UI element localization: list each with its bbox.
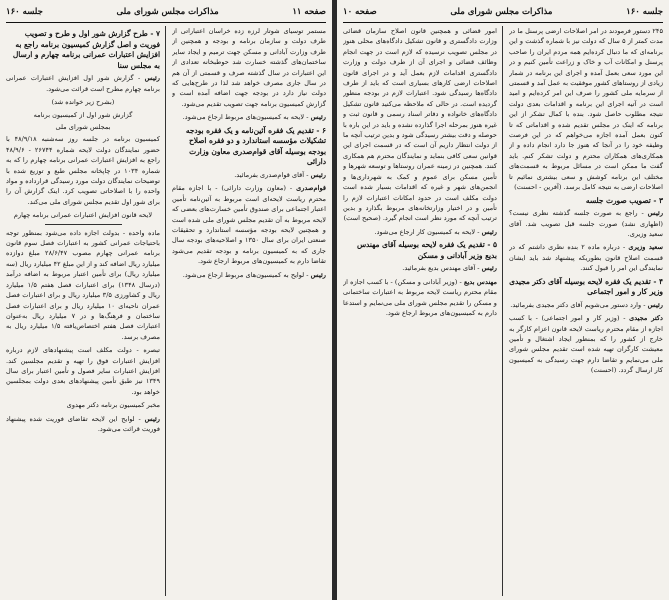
speech-text: لایحه به کمیسیون کار ارجاع می‌شود. (374, 227, 476, 236)
right-page (337, 0, 669, 600)
speech-text: وارد دستور می‌شویم آقای دکتر مجیدی بفرمائید. (510, 300, 642, 309)
speech-text: (وزیر آبادانی و مسکن) - با کسب اجازه از مقام محترم ریاست لایحه مربوط به اعتبارات ساختمانی و مسکن را تقدیم مجلس شورای ملی می‌نمایم و استدعا دارم به کمیسیون‌های مربوط ارجاع شود. (343, 277, 497, 317)
speaker-paragraph (509, 300, 663, 310)
speaker-name: رئیس (647, 300, 663, 309)
body-paragraph: تبصره - دولت مکلف است پیشنهادهای لازم درباره افزایش اعتبارات فوق را تهیه و تقدیم مجلسین کند. افزایش اعتبارات سایر فصول و تأمین اعتبار برای سال ۱۳۴۹ نیز طبق تأمین پیشنهادهای بعدی دولت بمجلسین خواهد بود. (6, 346, 160, 396)
speaker-paragraph (509, 313, 663, 375)
speaker-paragraph (509, 208, 663, 239)
speaker-separator: - (637, 209, 648, 218)
body-paragraph: ۲۴۵ دستور فرمودند در امر اصلاحات ارضی پرسنل ما در مدت کمتر از ۵ سال که دولت نیز با شماره گذشت و این برنامه‌ای که ما دنبال کرده‌ایم همه مردم ایران را صاحب پرسنل و امکانات آب و خاک و زراعت تأمین کنیم و در این مورد سعی بعمل آمده و اجرای این برنامه در شمار زیادی از روستاهای کشور موفقیت به عمل آمد و قسمتی از سرمایه ملی کشور را صرف این امر کرده‌ایم و امید است در آتیه اجرای این برنامه و اقدامات بعدی دولت نتیجه مطلوب حاصل شود. بنده با کمال تشکر از این برنامه که اینک در مجلس تقدیم شده و اقداماتی که تا کنون بعمل آمده اجازه می‌خواهم که در این فرصت وظیفه خود را در آنجا که هنوز جا دارد انجام داده و از همکاری‌های همکاران محترم و دولت تشکر کنم. باید گفت ما ممکن است در مسائل مربوط به قسمت‌های مختلف این برنامه کوشش و سعی بیشتری نمائیم تا اصلاحات ارضی به نتیجه کامل برسد. (آفرین - احسنت) (509, 27, 663, 192)
speaker-separator: - (619, 243, 629, 252)
speaker-separator: - (304, 113, 311, 122)
speaker-separator: - (134, 414, 145, 423)
speaker-separator: - (133, 74, 145, 83)
publication-title: مذاکرات مجلس شورای ملی (450, 7, 553, 17)
section-heading: ۳ - تصویب صورت جلسه (585, 195, 663, 205)
session-label: جلسه ۱۶۰ (626, 7, 663, 17)
centered-line: گزارش شور اول از کمیسیون برنامه (33, 110, 133, 119)
speaker-name: رئیس (144, 74, 160, 83)
speaker-separator: - (457, 277, 464, 286)
speaker-paragraph (343, 227, 497, 237)
text-column (509, 26, 663, 596)
speaker-separator: - (304, 171, 311, 180)
speaker-paragraph (172, 170, 326, 180)
text-column (6, 26, 160, 596)
speaker-name: رئیس (647, 209, 663, 218)
speaker-separator: - (475, 264, 482, 273)
body-paragraph: امور قضائی و همچنین قانون اصلاح سازمان قضائی وزارت دادگستری و قانون تشکیل دادگاه‌های محلی هنوز در مجلس تصویب نرسیده که لازم است در جهت انجام وظائف قضائی و اجرای آن از طرف دولت و وزارت دادگستری اقدامات لازم بعمل آید و در اجرای قانون اصلاحات ارضی کارهای بسیاری است که باید از طرف دادگاه‌ها رسیدگی شود. اعتبارات لازم در بودجه منظور گردیده است. در حالی که ملاحظه می‌کنید قانون تشکیل دادگاه‌های خانواده و دفاتر اسناد رسمی و قانون ثبت و غیره هنوز بمرحله اجرا گذارده نشده و باید در این باره با حوصله و دقت بیشتر رسیدگی شود و بدین ترتیب آنچه ما از دولت انتظار داریم آن است که در قسمت اجرای این قوانین سعی کافی بنماید و نمایندگان محترم هم همکاری کنند. همچنین در زمینه عمران روستاها و توسعه شهرها و تأمین مسکن برای عموم و کمک به شهرداری‌ها و انجمن‌های شهر و غیره که اقدامات بسیار شده است دولت مکلف است در حدود امکانات اعتبارات لازم را تأمین و در اختیار وزارتخانه‌های مربوط بگذارد و بدین ترتیب آنچه که مورد نظر است انجام گیرد. (صحیح است) (343, 27, 497, 223)
speaker-name: قوام‌صدری (296, 184, 326, 193)
speaker-name: رئیس (144, 414, 160, 423)
page-number-label: صفحه ۱۰ (343, 7, 377, 17)
speaker-name: رئیس (310, 270, 326, 279)
text-column (343, 26, 497, 596)
speaker-name: دکتر مجیدی (629, 314, 663, 323)
speaker-name: رئیس (481, 264, 497, 273)
section-heading: ۶ - تقدیم یک فقره آئین‌نامه و یک فقره بودجه تشکیلات مؤسسه استاندارد و دو فقره اصلاح بودجه بوسیله آقای قوام‌صدری معاون وزارت دارائی (185, 125, 326, 167)
speech-text: آقای قوام‌صدری بفرمائید. (234, 171, 305, 180)
section-heading: ۷ - طرح گزارش شور اول و طرح و تصویب فوریت و اصل گزارش کمیسیون برنامه راجع به افزایش اعتبارات عمرانی برنامه چهارم و ارسال به مجلس سنا (12, 29, 160, 70)
speech-text: راجع به صورت جلسه گذشته نظری نیست؟ (اظهاری نشد) صورت جلسه قبل تصویب شد. آقای سعید وزیری. (509, 209, 663, 238)
speaker-separator: - (475, 227, 482, 236)
speaker-paragraph (6, 73, 160, 94)
header-rule (6, 22, 326, 23)
body-paragraph: مستمر توسیای شوتار لرزه زده خراسان اعتباراتی از طرف دولت و سازمان برنامه و بودجه و همچنین از طرف وزارت آبادانی و مسکن جهت ترمیم و ایجاد سایر ساختمان‌های گذشته خسارت شد حوطبخانه تعدادی از این اعتبارات در سال گذشته صرف و قسمتی از آن هم در سال جاری مصرف خواهد شد لذا در طرح‌هایی که دولت نیاز دارد در بودجه جهت اضافه آمده است و گزارش کمیسیون برنامه جهت تصویب تقدیم می‌شود. (172, 27, 326, 108)
body-paragraph: مخبر کمیسیون برنامه دکتر مهدوی (66, 401, 160, 410)
body-paragraph: ماده واحده - بدولت اجازه داده می‌شود بمنظور توجه باحتیاجات عمرانی کشور به اعتبارات فصل سوم قانون برنامه عمرانی چهارم مصوب ۲۸/۶/۴۷ مبلغ دوازده میلیارد ریال اضافه کند و از این مبلغ ۴۲ میلیارد ریال (سه میلیارد ریال) برای تأمین اعتبار مربوط به اضافه درآمد (درسال ۱۳۴۸) برای اعتبارات فصل هفتم ۱/۵ میلیارد ریال و کشاورزی ۳/۵ میلیارد ریال و برای اعتبارات فصل عمران ناحیه‌ای ۱۰ میلیارد ریال و برای اعتبارات فصل ساختمان و فرهنگ‌ها و در ۷ میلیارد ریال به‌عنوان اعتبارات فصل هفتم اختصاص‌یافته ۱/۵ میلیارد ریال به مصرف برسد. (6, 228, 160, 341)
speaker-separator: - (304, 270, 311, 279)
header-rule (343, 22, 663, 23)
speaker-name: رئیس (481, 227, 497, 236)
speech-text: گزارش شور اول افزایش اعتبارات عمرانی برنامه چهارم مطرح است قرائت می‌شود. (6, 74, 160, 93)
section-heading: ۴ - تقدیم یک فقره لایحه بوسیله آقای دکتر مجیدی وزیر کار و امور اجتماعی (509, 276, 663, 297)
speaker-name: مهندس بدیع (463, 277, 497, 286)
speech-text: (معاون وزارت دارائی) - با اجازه مقام محترم ریاست لایحه‌ای است مربوط به آئین‌نامه تأمین اعتبار اجتماعی برای صندوق تأمین خسارت‌های بعضی که لایحه مربوط به آن تقدیم مجلس شورای ملی شده است و همچنین لایحه بودجه مؤسسه استاندارد و تحقیقات صنعتی ایران برای سال ۱۳۵۰ و اصلاحیه‌های بودجه سال جاری که به کمیسیون برنامه و بودجه تقدیم می‌شود تقاضا دارم به کمیسیون‌های مربوط ارجاع شود. (172, 184, 326, 266)
speech-text: درباره ماده ۲ بنده نظری داشتم که در قسمت اصلاح قانون بطوریکه پیشنهاد شد باید ایشان نمایندگی این امر را قبول کنند. (509, 243, 663, 273)
speaker-paragraph (172, 112, 326, 122)
left-page (0, 0, 332, 600)
session-label: جلسه ۱۶۰ (6, 7, 43, 17)
text-column (172, 26, 326, 596)
speaker-paragraph (343, 263, 497, 273)
speech-text: لایحه به کمیسیون‌های مربوط ارجاع می‌شود. (182, 113, 305, 122)
speaker-name: سعید وزیری (628, 243, 663, 252)
column-rule (502, 26, 503, 596)
body-paragraph: کمیسیون برنامه در جلسه روز سه‌شنبه ۴۸/۹/۱۸ با حضور نمایندگان دولت لایحه شماره ۲۶۷۴۴ - ۴۸/۹/۶ راجع به افزایش اعتبارات عمرانی برنامه چهارم را که به شماره ۱۰۳۴ در چاپخانه مجلس طبع و توزیع شده با توضیحات نمایندگان دولت مورد رسیدگی قرارداده و مواد واحده را با اصلاحاتی تصویب کرد. اینک گزارش آن را برای شور اول تقدیم مجلس شورای ملی می‌کند. (6, 135, 160, 206)
speaker-separator: - (285, 184, 297, 193)
speaker-paragraph (172, 270, 326, 280)
centered-line: بمجلس شورای ملی (55, 123, 111, 131)
speaker-separator: - (641, 300, 648, 309)
speech-text: (وزیر کار و امور اجتماعی) - با کسب اجازه از مقام محترم ریاست لایحه قانون اعزام کارگر به خارج از کشور را که بمنظور ایجاد اشتغال و تأمین معیشت کارگران تهیه شده است تقدیم مجلس شورای ملی می‌نمایم و تقاضا دارم جهت رسیدگی به کمیسیون کار ارسال گردد. (احسنت) (509, 314, 663, 375)
speaker-paragraph (343, 277, 497, 319)
left-page-header (6, 4, 326, 20)
speech-text: لوایح این لایحه تقاضای فوریت شده پیشنهاد فوریت قرائت می‌شود. (6, 414, 160, 433)
speaker-paragraph (172, 183, 326, 266)
page-number-label: صفحه ۱۱ (292, 7, 326, 17)
speech-text: لوایح به کمیسیون‌های مربوط ارجاع می‌شود. (182, 270, 305, 279)
column-rule (165, 26, 166, 596)
speaker-separator: - (619, 314, 630, 323)
speaker-name: رئیس (310, 113, 326, 122)
speaker-paragraph (6, 414, 160, 435)
speaker-paragraph (509, 242, 663, 273)
right-page-header (343, 4, 663, 20)
speech-text: آقای مهندس بدیع بفرمائید. (402, 264, 476, 273)
centered-line: لایحه قانون افزایش اعتبارات عمرانی برنامه چهارم (13, 211, 153, 220)
separator-rule (45, 224, 122, 225)
section-heading: ۵ - تقدیم یک فقره لایحه بوسیله آقای مهندس بدیع وزیر آبادانی و مسکن (356, 240, 497, 260)
publication-title: مذاکرات مجلس شورای ملی (116, 7, 219, 17)
centered-line: (بشرح زیر خوانده شد) (51, 98, 115, 107)
speaker-name: رئیس (310, 171, 326, 180)
